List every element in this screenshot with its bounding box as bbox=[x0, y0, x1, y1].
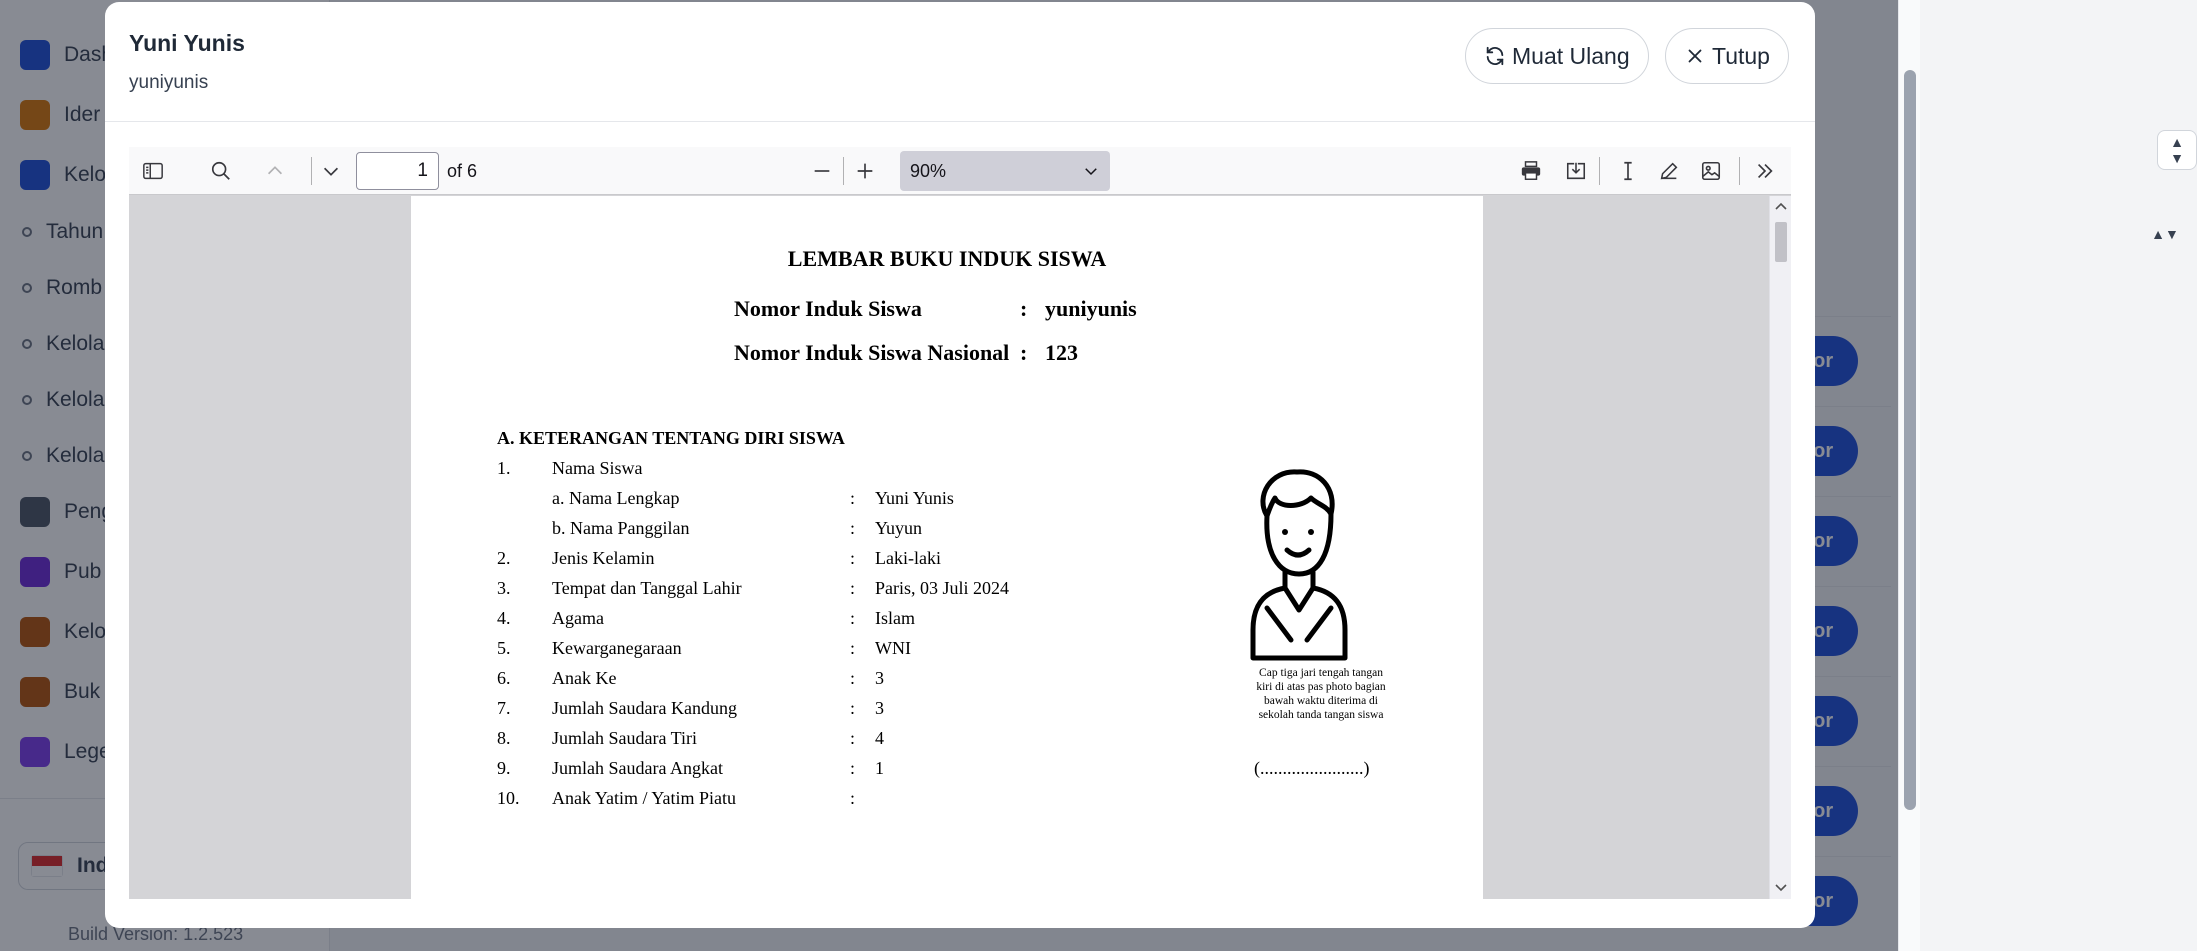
row-label: Agama bbox=[552, 608, 604, 628]
row-number: 10. bbox=[497, 788, 520, 808]
page-scrollbar-thumb[interactable] bbox=[1904, 70, 1916, 810]
row-number: 5. bbox=[497, 638, 511, 658]
double-chevron-right-icon[interactable] bbox=[1749, 155, 1781, 187]
row-number: 6. bbox=[497, 668, 511, 688]
photo-caption: Cap tiga jari tengah tangan kiri di atas pas photo bagian bawah waktu diterima di sekolah tanda tangan siswa bbox=[1256, 667, 1386, 721]
zoom-in-icon[interactable] bbox=[849, 155, 881, 187]
row-colon: : bbox=[850, 758, 856, 778]
row-colon: : bbox=[850, 488, 856, 508]
text-cursor-icon[interactable] bbox=[1612, 155, 1644, 187]
row-colon: : bbox=[850, 698, 856, 718]
row-value: 4 bbox=[875, 728, 884, 748]
modal-subtitle: yuniyunis bbox=[129, 72, 209, 93]
modal-title: Yuni Yunis bbox=[129, 30, 245, 56]
chevron-up-icon[interactable] bbox=[259, 155, 291, 187]
row-label: Jumlah Saudara Kandung bbox=[552, 698, 737, 718]
sidebar-toggle-icon[interactable] bbox=[137, 155, 169, 187]
row-number: 3. bbox=[497, 578, 511, 598]
row-colon: : bbox=[850, 548, 856, 568]
row-label: Anak Yatim / Yatim Piatu bbox=[552, 788, 737, 808]
modal-header bbox=[105, 2, 1815, 122]
row-colon: : bbox=[850, 638, 856, 658]
row-number: 4. bbox=[497, 608, 511, 628]
row-value: Laki-laki bbox=[875, 548, 941, 568]
refresh-icon bbox=[1484, 45, 1506, 67]
row-value: Yuyun bbox=[875, 518, 923, 538]
nisn-label: Nomor Induk Siswa Nasional bbox=[734, 340, 1010, 365]
reload-label: Muat Ulang bbox=[1512, 42, 1630, 69]
row-label: Anak Ke bbox=[552, 668, 617, 688]
row-label: Tempat dan Tanggal Lahir bbox=[552, 578, 742, 598]
zoom-value: 90% bbox=[910, 160, 947, 181]
download-icon[interactable] bbox=[1560, 155, 1592, 187]
row-number: 8. bbox=[497, 728, 511, 748]
row-colon: : bbox=[850, 608, 856, 628]
row-label: a. Nama Lengkap bbox=[552, 488, 680, 508]
nis-value: yuniyunis bbox=[1045, 296, 1137, 321]
page-count: of 6 bbox=[447, 161, 478, 181]
chevron-down-icon[interactable] bbox=[315, 155, 347, 187]
page-number-input[interactable] bbox=[356, 152, 439, 190]
row-colon: : bbox=[850, 668, 856, 688]
close-button[interactable] bbox=[1665, 28, 1789, 84]
zoom-select[interactable] bbox=[900, 151, 1110, 191]
sort-column-icon[interactable]: ▲▼ bbox=[2151, 226, 2179, 242]
sort-select-icon[interactable]: ▲ ▼ bbox=[2157, 130, 2197, 170]
row-value: 3 bbox=[875, 668, 884, 688]
search-icon[interactable] bbox=[205, 155, 237, 187]
row-number: 9. bbox=[497, 758, 511, 778]
nis-colon: : bbox=[1020, 296, 1028, 321]
image-icon[interactable] bbox=[1695, 155, 1727, 187]
row-value: Islam bbox=[875, 608, 915, 628]
row-colon: : bbox=[850, 518, 856, 538]
scroll-up-icon[interactable] bbox=[1774, 200, 1788, 214]
nisn-value: 123 bbox=[1045, 340, 1078, 365]
pdf-scrollbar[interactable] bbox=[1769, 196, 1791, 899]
print-icon[interactable] bbox=[1515, 155, 1547, 187]
document-title: LEMBAR BUKU INDUK SISWA bbox=[787, 246, 1107, 271]
row-number: 7. bbox=[497, 698, 511, 718]
scroll-down-icon[interactable] bbox=[1774, 880, 1788, 894]
row-label: b. Nama Panggilan bbox=[552, 518, 690, 538]
row-number: 1. bbox=[497, 458, 511, 478]
close-icon bbox=[1684, 45, 1706, 67]
row-value: Paris, 03 Juli 2024 bbox=[875, 578, 1010, 598]
close-label: Tutup bbox=[1712, 42, 1770, 69]
pdf-page bbox=[411, 196, 1483, 899]
row-colon: : bbox=[850, 578, 856, 598]
row-value: 1 bbox=[875, 758, 884, 778]
pdf-scrollbar-thumb[interactable] bbox=[1775, 222, 1787, 262]
row-value: 3 bbox=[875, 698, 884, 718]
row-number: 2. bbox=[497, 548, 511, 568]
chevron-down-icon bbox=[1082, 162, 1100, 180]
row-label: Jumlah Saudara Angkat bbox=[552, 758, 723, 778]
nis-label: Nomor Induk Siswa bbox=[734, 296, 922, 321]
pdf-toolbar bbox=[129, 147, 1791, 195]
row-colon: : bbox=[850, 728, 856, 748]
reload-button[interactable] bbox=[1465, 28, 1649, 84]
nisn-colon: : bbox=[1020, 340, 1028, 365]
zoom-out-icon[interactable] bbox=[806, 155, 838, 187]
row-value: WNI bbox=[875, 638, 911, 658]
row-colon: : bbox=[850, 788, 856, 808]
section-a-heading: A. KETERANGAN TENTANG DIRI SISWA bbox=[497, 428, 845, 448]
preview-modal bbox=[105, 2, 1815, 928]
row-label: Jumlah Saudara Tiri bbox=[552, 728, 698, 748]
row-value: Yuni Yunis bbox=[875, 488, 954, 508]
pdf-viewer bbox=[129, 147, 1791, 899]
row-label: Nama Siswa bbox=[552, 458, 643, 478]
signature-line: (.......................) bbox=[1254, 758, 1370, 778]
row-label: Kewarganegaraan bbox=[552, 638, 682, 658]
student-avatar-icon bbox=[1245, 458, 1345, 668]
pen-icon[interactable] bbox=[1653, 155, 1685, 187]
page-scrollbar[interactable] bbox=[1898, 0, 1920, 951]
row-label: Jenis Kelamin bbox=[552, 548, 655, 568]
